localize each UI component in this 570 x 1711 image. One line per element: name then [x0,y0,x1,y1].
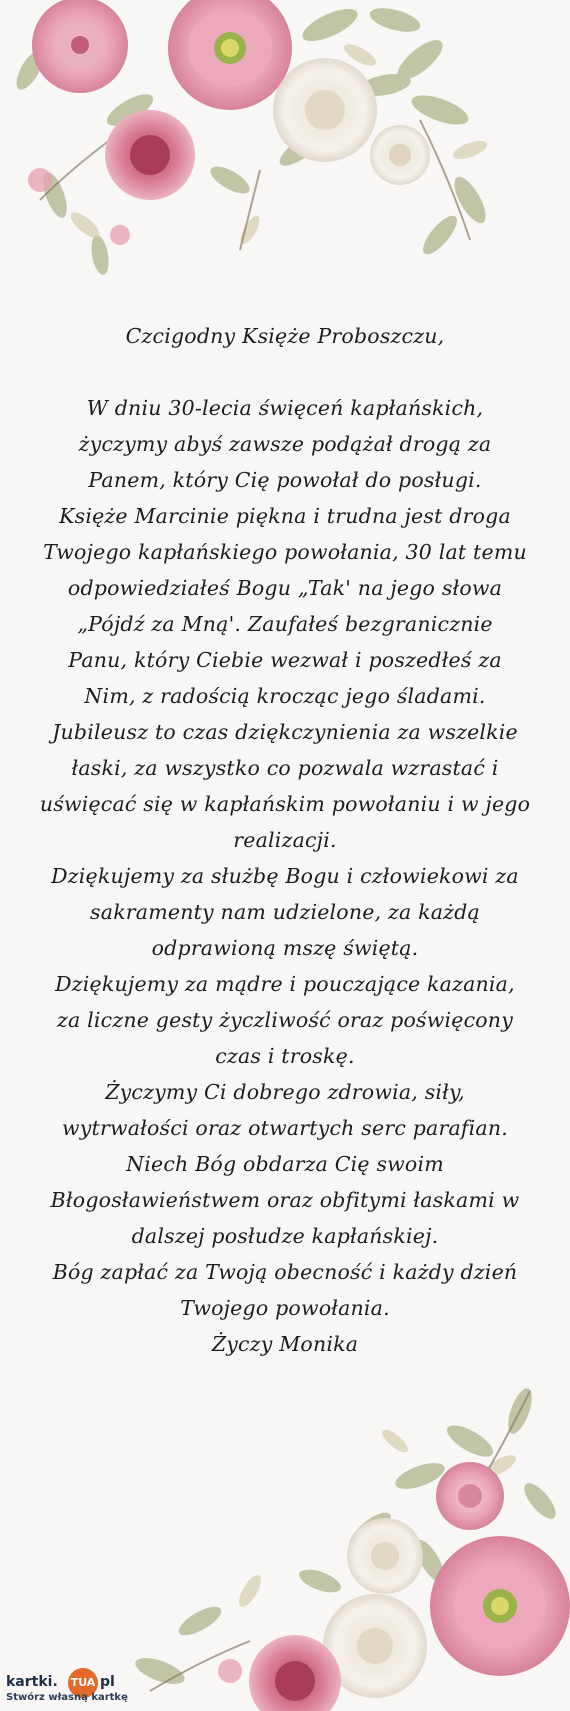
message-line: Niech Bóg obdarza Cię swoim [126,1152,444,1176]
message-line: czas i troskę. [215,1044,355,1068]
message-line: Panem, który Cię powołał do posługi. [88,468,482,492]
signature-line: Życzy Monika [211,1332,359,1356]
message-line: sakramenty nam udzielone, za każdą [90,900,480,924]
brand-tld: pl [100,1674,115,1690]
message-line: Twojego powołania. [180,1296,390,1320]
blank-line [28,354,542,390]
message-line: Życzymy Ci dobrego zdrowia, siły, [105,1080,465,1104]
message-line: Jubileusz to czas dziękczynienia za wszelkie [52,720,518,744]
brand-badge: TUA [68,1668,98,1698]
message-line: wytrwałości oraz otwartych serc parafian. [62,1116,508,1140]
brand-tagline: Stwórz własną kartkę [6,1692,128,1703]
message-line: uświęcać się w kapłańskim powołaniu i w jego [39,792,531,816]
message-line: Dziękujemy za służbę Bogu i człowiekowi za [51,864,519,888]
top-floral-decoration [0,0,570,310]
message-line: Błogosławieństwem oraz obfitymi łaskami w [50,1188,520,1212]
greeting-line: Czcigodny Księże Proboszczu, [125,324,445,348]
message-line: za liczne gesty życzliwość oraz poświęcony [57,1008,513,1032]
message-line: Dziękujemy za mądre i pouczające kazania, [55,972,515,996]
message-line: odpowiedziałeś Bogu „Tak' na jego słowa [67,576,503,600]
card-message [28,318,542,1362]
message-line: „Pójdź za Mną'. Zaufałeś bezgranicznie [77,612,493,636]
brand-logo[interactable] [6,1672,156,1706]
message-line: realizacji. [233,828,337,852]
brand-name: kartki. [6,1674,58,1690]
message-line: Panu, który Ciebie wezwał i poszedłeś za [68,648,502,672]
message-line: dalszej posłudze kapłańskiej. [131,1224,439,1248]
message-line: Nim, z radością krocząc jego śladami. [84,684,486,708]
message-line: łaski, za wszystko co pozwala wzrastać i [71,756,499,780]
message-line: Twojego kapłańskiego powołania, 30 lat temu [43,540,527,564]
message-line: Bóg zapłać za Twoją obecność i każdy dzień [52,1260,518,1284]
message-line: odprawioną mszę świętą. [151,936,419,960]
bottom-floral-decoration [0,1381,570,1711]
message-line: W dniu 30-lecia święceń kapłańskich, [86,396,484,420]
message-line: Księże Marcinie piękna i trudna jest droga [59,504,511,528]
message-line: życzymy abyś zawsze podążał drogą za [78,432,492,456]
